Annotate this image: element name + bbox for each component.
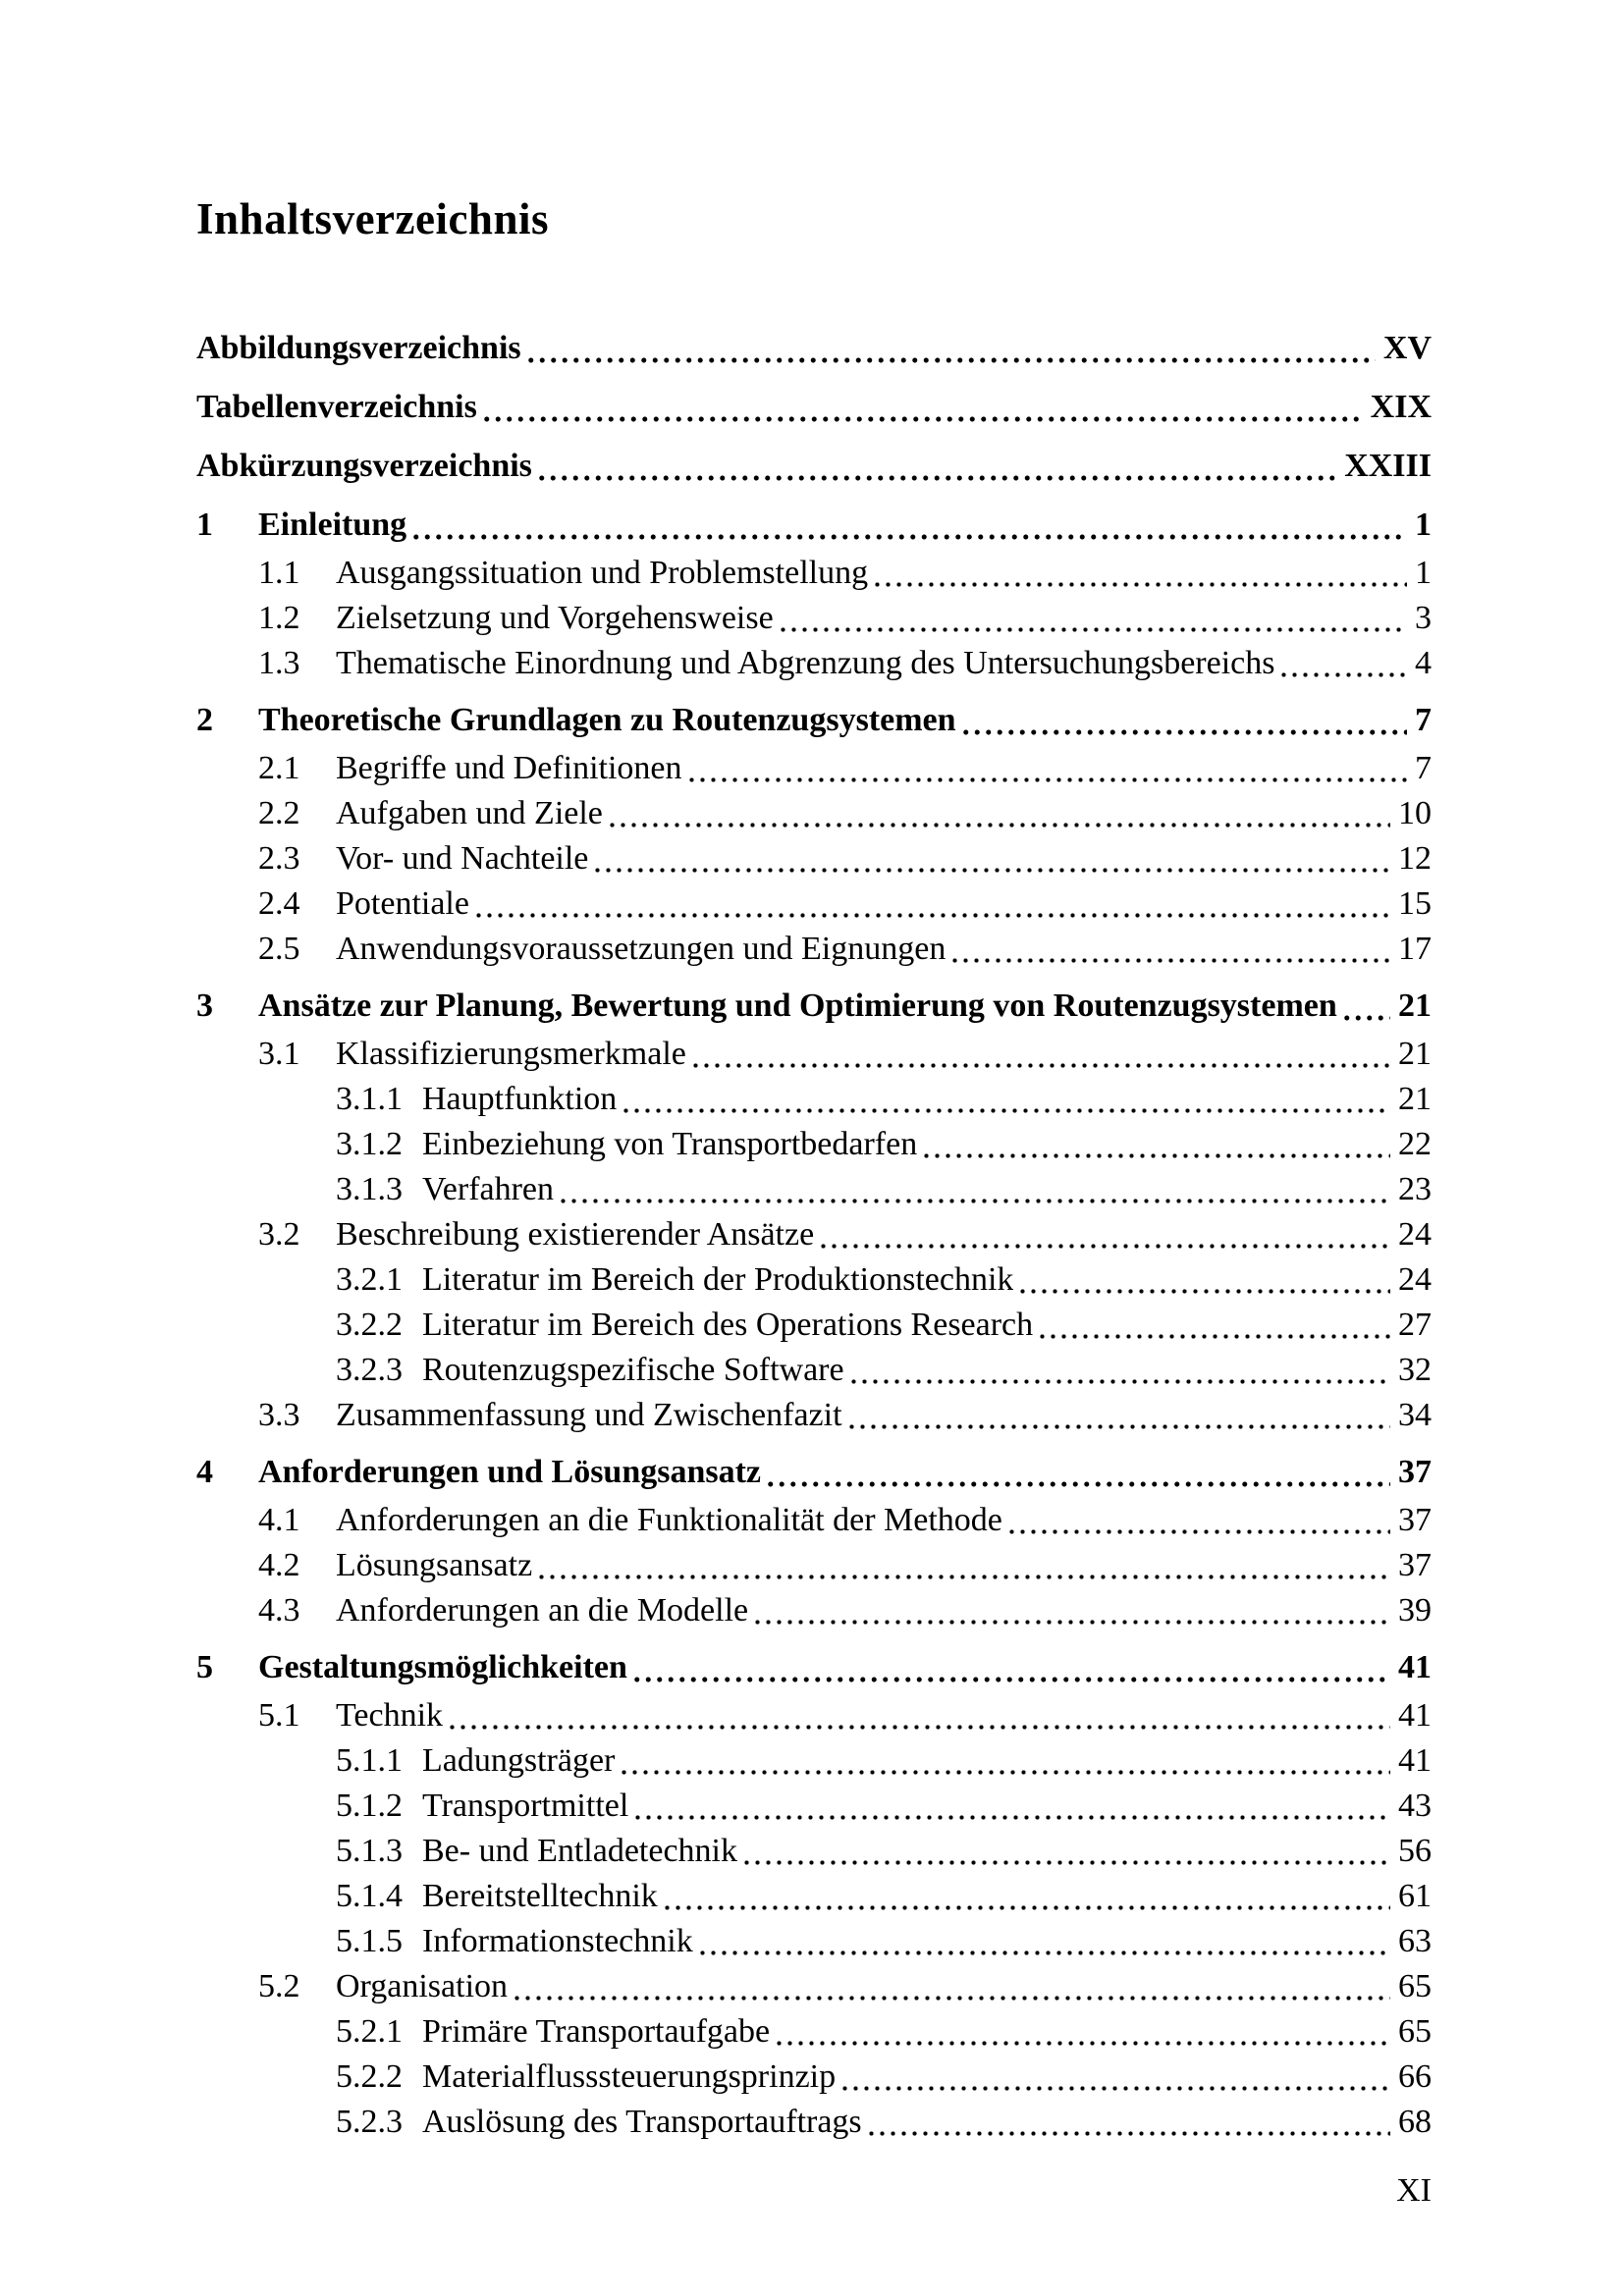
dot-leader	[558, 1199, 1390, 1203]
toc-entry[interactable]	[196, 1498, 1432, 1543]
toc-entry-number: 5.1.2	[336, 1788, 403, 1824]
toc-entry-number: 4.2	[258, 1547, 300, 1583]
toc-entry-label: Beschreibung existierender Ansätze	[336, 1216, 815, 1253]
toc-entry-label: Anwendungsvoraussetzungen und Eignungen	[336, 931, 947, 967]
toc-entry[interactable]	[196, 1122, 1432, 1167]
dot-leader	[846, 1424, 1390, 1429]
toc-entry[interactable]	[196, 984, 1432, 1029]
toc-entry-label: Ausgangssituation und Problemstellung	[336, 555, 869, 591]
toc-entry[interactable]	[196, 1829, 1432, 1874]
toc-entry-page: 66	[1398, 2058, 1432, 2095]
dot-leader	[631, 1677, 1390, 1682]
toc-entry-page: XIX	[1370, 389, 1432, 425]
toc-entry-number: 4.1	[258, 1502, 300, 1538]
dot-leader	[481, 416, 1363, 422]
toc-entry-page: 37	[1398, 1502, 1432, 1538]
toc-entry-label: Thematische Einordnung und Abgrenzung des Untersuchungsbereichs	[336, 645, 1275, 681]
toc-entry-label: Ladungsträger	[422, 1742, 616, 1779]
toc-entry-number: 1	[196, 507, 213, 543]
toc-entry-label: Primäre Transportaufgabe	[422, 2013, 771, 2050]
toc-entry-page: 10	[1398, 795, 1432, 831]
toc-entry-page: 1	[1415, 555, 1432, 591]
toc-entry-label: Informationstechnik	[422, 1923, 693, 1959]
toc-entry-number: 2.2	[258, 795, 300, 831]
toc-entry-label: Vor- und Nachteile	[336, 840, 589, 877]
toc-entry[interactable]	[196, 641, 1432, 686]
toc-entry-label: Anforderungen an die Funktionalität der Methode	[336, 1502, 1002, 1538]
toc-entry[interactable]	[196, 791, 1432, 836]
toc-entry[interactable]	[196, 1874, 1432, 1919]
toc-entry-label: Routenzugspezifische Software	[422, 1352, 844, 1388]
toc-entry-label: Begriffe und Definitionen	[336, 750, 682, 786]
toc-entry[interactable]	[196, 1738, 1432, 1784]
toc-entry-number: 3.2.2	[336, 1307, 403, 1343]
toc-entry[interactable]	[196, 1543, 1432, 1588]
dot-leader	[921, 1153, 1390, 1158]
dot-leader	[741, 1860, 1390, 1865]
toc-entry-number: 5.1.4	[336, 1878, 403, 1914]
toc-entry-number: 3	[196, 988, 213, 1024]
toc-entry-number: 5.1.3	[336, 1833, 403, 1869]
dot-leader	[621, 1108, 1390, 1113]
dot-leader	[818, 1244, 1390, 1249]
dot-leader	[447, 1725, 1390, 1730]
toc-entry-label: Abkürzungsverzeichnis	[196, 448, 532, 484]
toc-entry-number: 1.3	[258, 645, 300, 681]
toc-entry-label: Anforderungen an die Modelle	[336, 1592, 749, 1629]
toc-entry[interactable]	[196, 1348, 1432, 1393]
toc-entry-label: Literatur im Bereich des Operations Research	[422, 1307, 1034, 1343]
toc-entry-number: 3.2.1	[336, 1261, 403, 1298]
dot-leader	[473, 913, 1390, 918]
toc-entry-number: 5.1.1	[336, 1742, 403, 1779]
toc-entry-page: 3	[1415, 600, 1432, 636]
toc-entry-page: 34	[1398, 1397, 1432, 1433]
toc-entry-page: 23	[1398, 1171, 1432, 1207]
toc-front-entry[interactable]	[196, 444, 1432, 489]
toc-entry-page: 63	[1398, 1923, 1432, 1959]
dot-leader	[592, 868, 1390, 873]
toc-entry-label: Literatur im Bereich der Produktionstechnik	[422, 1261, 1014, 1298]
toc-entry[interactable]	[196, 1784, 1432, 1829]
toc-entry-label: Tabellenverzeichnis	[196, 389, 477, 425]
dot-leader	[949, 958, 1390, 963]
toc-entry[interactable]	[196, 1167, 1432, 1212]
toc-entry-number: 5.1	[258, 1697, 300, 1734]
toc-entry-label: Organisation	[336, 1968, 509, 2004]
toc-entry-number: 3.1.2	[336, 1126, 403, 1162]
toc-entry-number: 3.2	[258, 1216, 300, 1253]
toc-entry-number: 5.2	[258, 1968, 300, 2004]
toc-entry-page: 21	[1398, 1036, 1432, 1072]
toc-entry[interactable]	[196, 698, 1432, 743]
dot-leader	[607, 823, 1390, 828]
toc-entry-label: Einbeziehung von Transportbedarfen	[422, 1126, 918, 1162]
toc-entry-page: 24	[1398, 1261, 1432, 1298]
toc-entry[interactable]	[196, 1693, 1432, 1738]
dot-leader	[697, 1950, 1390, 1955]
toc-entry-number: 3.1.1	[336, 1081, 403, 1117]
toc-entry[interactable]	[196, 2009, 1432, 2055]
toc-entry-page: 17	[1398, 931, 1432, 967]
toc-entry-number: 3.3	[258, 1397, 300, 1433]
toc-entry[interactable]	[196, 1645, 1432, 1690]
toc-entry-label: Zusammenfassung und Zwischenfazit	[336, 1397, 842, 1433]
toc-entry-page: 24	[1398, 1216, 1432, 1253]
toc-entry-label: Theoretische Grundlagen zu Routenzugsystemen	[258, 702, 956, 738]
toc-entry-label: Verfahren	[422, 1171, 555, 1207]
dot-leader	[536, 475, 1336, 481]
dot-leader	[632, 1815, 1390, 1820]
dot-leader	[778, 627, 1407, 632]
toc-entry[interactable]	[196, 1257, 1432, 1303]
toc-entry-page: 41	[1398, 1649, 1432, 1685]
toc-entry-number: 4	[196, 1454, 213, 1490]
toc-entry-label: Be- und Entladetechnik	[422, 1833, 738, 1869]
toc-entry-number: 5	[196, 1649, 213, 1685]
dot-leader	[872, 582, 1407, 587]
toc-entry-page: 7	[1415, 750, 1432, 786]
dot-leader	[866, 2131, 1390, 2136]
toc-entry-page: 21	[1398, 1081, 1432, 1117]
toc-entry-label: Bereitstelltechnik	[422, 1878, 658, 1914]
dot-leader	[1006, 1529, 1390, 1534]
toc-entry-number: 3.1.3	[336, 1171, 403, 1207]
toc-entry-page: 56	[1398, 1833, 1432, 1869]
toc-entry-number: 5.2.1	[336, 2013, 403, 2050]
dot-leader	[525, 357, 1376, 363]
toc-entry-number: 2	[196, 702, 213, 738]
dot-leader	[1341, 1015, 1390, 1021]
dot-leader	[765, 1481, 1390, 1487]
toc-entry-label: Anforderungen und Lösungsansatz	[258, 1454, 762, 1490]
toc-entry[interactable]	[196, 881, 1432, 927]
dot-leader	[839, 2086, 1390, 2091]
toc-entry-page: 27	[1398, 1307, 1432, 1343]
toc-entry-page: 21	[1398, 988, 1432, 1024]
toc-entry-label: Transportmittel	[422, 1788, 629, 1824]
toc-entry[interactable]	[196, 1964, 1432, 2009]
dot-leader	[774, 2041, 1390, 2046]
toc-entry-page: 37	[1398, 1454, 1432, 1490]
toc-entry[interactable]	[196, 746, 1432, 791]
toc-entry-label: Abbildungsverzeichnis	[196, 330, 521, 366]
toc-entry-page: 61	[1398, 1878, 1432, 1914]
toc-entry-label: Klassifizierungsmerkmale	[336, 1036, 686, 1072]
toc-entry[interactable]	[196, 503, 1432, 548]
toc-entry-number: 2.4	[258, 885, 300, 922]
toc-entry-page: 37	[1398, 1547, 1432, 1583]
toc-front-entry[interactable]	[196, 385, 1432, 430]
dot-leader	[662, 1905, 1390, 1910]
toc-entry-label: Ansätze zur Planung, Bewertung und Optimierung von Routenzugsystemen	[258, 988, 1337, 1024]
toc-entry[interactable]	[196, 927, 1432, 972]
toc-entry-label: Auslösung des Transportauftrags	[422, 2104, 862, 2140]
toc-entry[interactable]	[196, 551, 1432, 596]
dot-leader	[848, 1379, 1390, 1384]
toc-entry-page: 1	[1415, 507, 1432, 543]
toc-entry-label: Einleitung	[258, 507, 407, 543]
toc-entry[interactable]	[196, 1303, 1432, 1348]
dot-leader	[1278, 672, 1407, 677]
toc-entry-number: 5.2.2	[336, 2058, 403, 2095]
toc-entry-number: 5.2.3	[336, 2104, 403, 2140]
toc-entry-number: 2.5	[258, 931, 300, 967]
toc-entry[interactable]	[196, 2055, 1432, 2100]
dot-leader	[536, 1575, 1390, 1579]
toc-entry-page: 41	[1398, 1697, 1432, 1734]
dot-leader	[960, 729, 1407, 735]
toc-entry-page: XXIII	[1344, 448, 1432, 484]
toc-entry-label: Technik	[336, 1697, 444, 1734]
toc-entry-label: Zielsetzung und Vorgehensweise	[336, 600, 774, 636]
toc-entry[interactable]	[196, 1393, 1432, 1438]
toc-entry-page: XV	[1382, 330, 1432, 366]
toc-entry-page: 15	[1398, 885, 1432, 922]
toc-entry[interactable]	[196, 1450, 1432, 1495]
footer-page-number: XI	[1396, 2172, 1432, 2209]
toc-entry-page: 68	[1398, 2104, 1432, 2140]
toc-entry-page: 7	[1415, 702, 1432, 738]
toc-entry-number: 5.1.5	[336, 1923, 403, 1959]
toc-entry-number: 1.1	[258, 555, 300, 591]
toc-entry-number: 2.3	[258, 840, 300, 877]
toc-entry-label: Potentiale	[336, 885, 469, 922]
toc-entry[interactable]	[196, 836, 1432, 881]
toc-entry[interactable]	[196, 596, 1432, 641]
toc-entry-number: 3.2.3	[336, 1352, 403, 1388]
toc-entry-number: 3.1	[258, 1036, 300, 1072]
toc-entry-label: Aufgaben und Ziele	[336, 795, 603, 831]
toc-entry-page: 4	[1415, 645, 1432, 681]
dot-leader	[686, 777, 1407, 782]
dot-leader	[690, 1063, 1390, 1068]
toc-entry-page: 39	[1398, 1592, 1432, 1629]
toc-entry[interactable]	[196, 1919, 1432, 1964]
toc-entry-page: 41	[1398, 1742, 1432, 1779]
toc-entry-page: 22	[1398, 1126, 1432, 1162]
toc-entry-page: 12	[1398, 840, 1432, 877]
dot-leader	[1037, 1334, 1390, 1339]
toc-entry[interactable]	[196, 1032, 1432, 1077]
page-title: Inhaltsverzeichnis	[196, 194, 550, 243]
toc-entry-page: 65	[1398, 2013, 1432, 2050]
toc-entry-label: Lösungsansatz	[336, 1547, 533, 1583]
dot-leader	[512, 1996, 1390, 2001]
dot-leader	[1017, 1289, 1390, 1294]
toc-entry[interactable]	[196, 2100, 1432, 2145]
toc-entry-number: 1.2	[258, 600, 300, 636]
toc-entry-label: Hauptfunktion	[422, 1081, 618, 1117]
dot-leader	[410, 534, 1407, 540]
toc-entry-label: Gestaltungsmöglichkeiten	[258, 1649, 627, 1685]
toc-entry[interactable]	[196, 1212, 1432, 1257]
toc-entry-number: 4.3	[258, 1592, 300, 1629]
toc-entry-number: 2.1	[258, 750, 300, 786]
dot-leader	[752, 1620, 1390, 1625]
toc-entry[interactable]	[196, 1588, 1432, 1633]
toc-front-entry[interactable]	[196, 326, 1432, 371]
table-of-contents	[196, 326, 1432, 2145]
toc-entry-page: 43	[1398, 1788, 1432, 1824]
toc-entry-label: Materialflusssteuerungsprinzip	[422, 2058, 837, 2095]
dot-leader	[619, 1770, 1390, 1775]
toc-entry[interactable]	[196, 1077, 1432, 1122]
toc-entry-page: 32	[1398, 1352, 1432, 1388]
toc-entry-page: 65	[1398, 1968, 1432, 2004]
